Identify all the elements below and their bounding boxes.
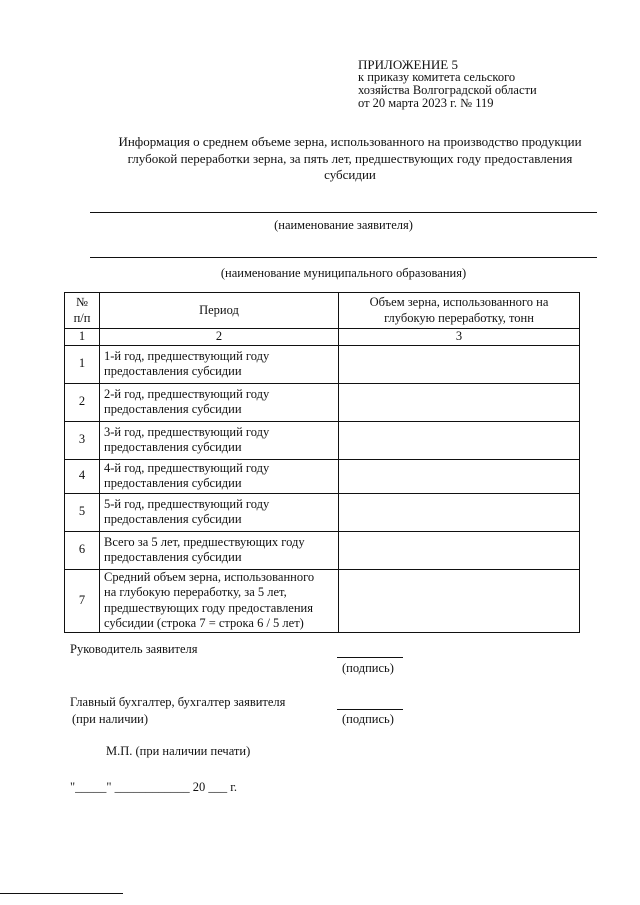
title-line-3: субсидии <box>324 167 376 182</box>
accountant-note: (при наличии) <box>72 712 149 726</box>
header-num <box>65 293 100 329</box>
row-period <box>100 383 339 421</box>
row-number: 3 <box>65 421 100 459</box>
table-row <box>65 383 580 421</box>
row-period-line: 2-й год, предшествующий году <box>104 386 270 401</box>
appendix-line-1: к приказу комитета сельского <box>358 70 516 84</box>
table-row <box>65 531 580 569</box>
row-period <box>100 421 339 459</box>
appendix-heading: ПРИЛОЖЕНИЕ 5 <box>358 57 458 72</box>
header-period: Период <box>100 293 339 329</box>
table-header-row <box>65 293 580 329</box>
row-volume-input[interactable] <box>339 493 580 531</box>
row-number: 6 <box>65 531 100 569</box>
row-volume-input[interactable] <box>339 531 580 569</box>
row-volume-input[interactable] <box>339 345 580 383</box>
head-signature-line[interactable] <box>337 657 403 658</box>
row-period-line: предоставления субсидии <box>104 440 242 454</box>
accountant-signature-caption: (подпись) <box>342 712 394 726</box>
row-period <box>100 459 339 493</box>
row-period-line: 4-й год, предшествующий году <box>104 460 270 475</box>
row-period-line: на глубокую переработку, за 5 лет, <box>104 585 287 599</box>
column-number: 1 <box>65 329 100 346</box>
header-volume-line-1: Объем зерна, использованного на <box>369 295 549 309</box>
row-volume-input[interactable] <box>339 383 580 421</box>
row-period-line: предоставления субсидии <box>104 550 242 564</box>
row-number: 4 <box>65 459 100 493</box>
row-period-line: предоставления субсидии <box>104 476 242 490</box>
row-volume-input[interactable] <box>339 459 580 493</box>
row-number: 1 <box>65 345 100 383</box>
table-row <box>65 493 580 531</box>
row-period-line: 5-й год, предшествующий году <box>104 496 270 511</box>
row-period <box>100 493 339 531</box>
row-number: 2 <box>65 383 100 421</box>
table-row <box>65 569 580 632</box>
column-number: 2 <box>100 329 339 346</box>
date-line[interactable]: "_____" ____________ 20 ___ г. <box>70 780 238 794</box>
header-num-line-2: п/п <box>73 310 91 325</box>
grain-volume-table <box>64 292 580 633</box>
column-number-row <box>65 329 580 346</box>
row-period-line: 1-й год, предшествующий году <box>104 348 270 363</box>
row-period-line: 3-й год, предшествующий году <box>104 424 270 439</box>
document-title <box>100 134 600 184</box>
head-label: Руководитель заявителя <box>70 642 198 656</box>
row-number: 7 <box>65 569 100 632</box>
row-period-line: предоставления субсидии <box>104 364 242 378</box>
row-period-line: предоставления субсидии <box>104 512 242 526</box>
header-volume <box>339 293 580 329</box>
header-volume-line-2: глубокую переработку, тонн <box>384 310 534 325</box>
row-volume-input[interactable] <box>339 421 580 459</box>
row-number: 5 <box>65 493 100 531</box>
appendix-line-2: хозяйства Волгоградской области <box>358 83 537 97</box>
table-row <box>65 421 580 459</box>
appendix-block <box>358 58 537 110</box>
stamp-label: М.П. (при наличии печати) <box>106 744 251 758</box>
accountant-signature-line[interactable] <box>337 709 403 710</box>
row-period <box>100 569 339 632</box>
row-period <box>100 345 339 383</box>
accountant-label: Главный бухгалтер, бухгалтер заявителя <box>70 695 286 709</box>
table-row <box>65 459 580 493</box>
footnote-rule <box>0 893 123 894</box>
row-period-line: предшествующих году предоставления <box>104 600 313 615</box>
title-line-1: Информация о среднем объеме зерна, использованного на производство продукции <box>118 134 582 149</box>
appendix-line-3: от 20 марта 2023 г. № 119 <box>358 96 494 110</box>
header-num-line-1: № <box>76 295 88 309</box>
table-row <box>65 345 580 383</box>
row-volume-input[interactable] <box>339 569 580 632</box>
row-period-line: Средний объем зерна, использованного <box>104 569 315 584</box>
title-line-2: глубокой переработки зерна, за пять лет, предшествующих году предоставления <box>127 150 573 166</box>
column-number: 3 <box>339 329 580 346</box>
row-period-line: предоставления субсидии <box>104 402 242 416</box>
row-period-line: субсидии (строка 7 = строка 6 / 5 лет) <box>104 616 304 630</box>
applicant-name-line[interactable] <box>90 212 597 213</box>
applicant-caption: (наименование заявителя) <box>274 218 413 232</box>
head-signature-caption: (подпись) <box>342 661 394 675</box>
municipality-caption: (наименование муниципального образования) <box>220 266 467 280</box>
row-period <box>100 531 339 569</box>
municipality-name-line[interactable] <box>90 257 597 258</box>
row-period-line: Всего за 5 лет, предшествующих году <box>104 534 305 549</box>
